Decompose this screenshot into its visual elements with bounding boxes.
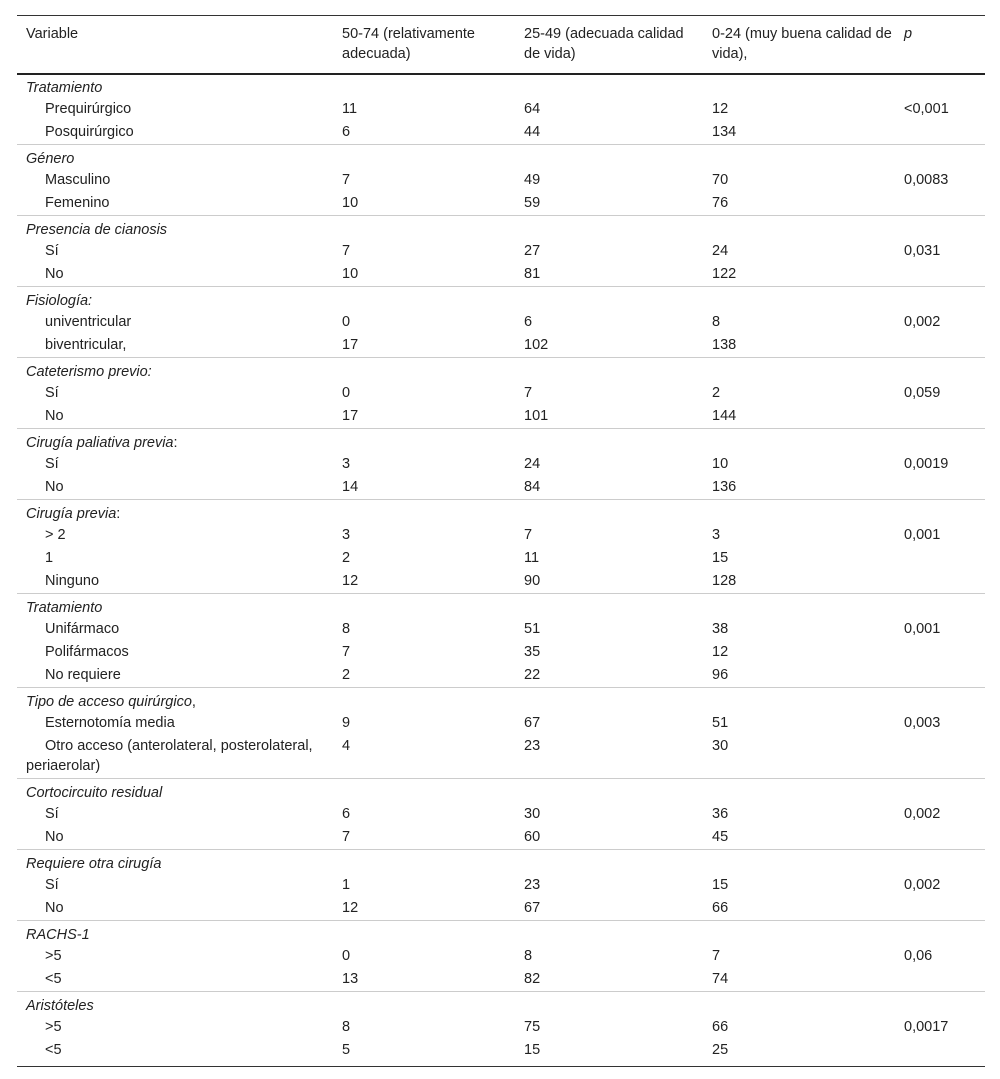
table-row xyxy=(17,263,985,287)
cell-0-24: 136 xyxy=(712,479,737,495)
header-col-50-74: 50-74 (relativamente adecuada) xyxy=(333,16,515,75)
table-row xyxy=(17,968,985,992)
group-title xyxy=(17,850,985,875)
row-label: No xyxy=(45,829,64,845)
cell-25-49: 27 xyxy=(524,243,541,259)
cell-p-value xyxy=(895,476,985,500)
table-row xyxy=(17,453,985,476)
group-title xyxy=(17,992,985,1017)
cell-p-value: 0,0017 xyxy=(904,1019,949,1035)
cell-25-49: 101 xyxy=(524,408,549,424)
cell-0-24: 15 xyxy=(712,877,729,893)
cell-0-24: 36 xyxy=(712,806,729,822)
row-label: No requiere xyxy=(45,667,121,683)
cell-50-74: 7 xyxy=(342,172,351,188)
cell-25-49: 81 xyxy=(524,266,541,282)
cell-0-24: 24 xyxy=(712,243,729,259)
cell-0-24: 15 xyxy=(712,550,729,566)
cell-50-74: 3 xyxy=(342,456,351,472)
row-label: Posquirúrgico xyxy=(45,124,134,140)
cell-p-value: 0,003 xyxy=(904,715,941,731)
cell-25-49: 30 xyxy=(524,806,541,822)
row-label: Unifármaco xyxy=(45,621,120,637)
cell-0-24: 144 xyxy=(712,408,737,424)
cell-0-24: 66 xyxy=(712,900,729,916)
group-title xyxy=(17,358,985,383)
cell-0-24: 66 xyxy=(712,1019,729,1035)
table-header xyxy=(17,16,985,75)
cell-p-value xyxy=(895,641,985,664)
cell-p-value: 0,0019 xyxy=(904,456,949,472)
group-title xyxy=(17,429,985,454)
cell-25-49: 84 xyxy=(524,479,541,495)
cell-p-value: 0,002 xyxy=(904,806,941,822)
table-row xyxy=(17,641,985,664)
cell-50-74: 12 xyxy=(342,573,359,589)
table-row xyxy=(17,570,985,594)
table-row xyxy=(17,311,985,334)
table-row xyxy=(17,897,985,921)
table-row xyxy=(17,1039,985,1067)
group-title-text: Tratamiento xyxy=(26,600,103,616)
cell-p-value: 0,031 xyxy=(904,243,941,259)
group-title-text: Aristóteles xyxy=(26,998,94,1014)
row-label: >5 xyxy=(45,1019,62,1035)
cell-0-24: 76 xyxy=(712,195,729,211)
cell-25-49: 44 xyxy=(524,124,541,140)
group-row xyxy=(17,216,985,241)
cell-p-value xyxy=(895,968,985,992)
cell-0-24: 2 xyxy=(712,385,721,401)
group-title-text: RACHS-1 xyxy=(26,927,90,943)
group-row xyxy=(17,688,985,713)
cell-0-24: 30 xyxy=(712,738,729,754)
cell-50-74: 11 xyxy=(342,101,358,117)
cell-50-74: 14 xyxy=(342,479,359,495)
group-title xyxy=(17,688,985,713)
cell-p-value xyxy=(895,547,985,570)
group-title-text: Requiere otra cirugía xyxy=(26,856,162,872)
row-label: Sí xyxy=(45,243,59,259)
table-row xyxy=(17,803,985,826)
table-row xyxy=(17,874,985,897)
table-row xyxy=(17,735,985,779)
table-row xyxy=(17,712,985,735)
cell-0-24: 138 xyxy=(712,337,737,353)
cell-25-49: 60 xyxy=(524,829,541,845)
table-row xyxy=(17,240,985,263)
row-label: 1 xyxy=(45,550,54,566)
row-label: No xyxy=(45,479,64,495)
cell-p-value: 0,06 xyxy=(904,948,933,964)
cell-p-value: 0,0083 xyxy=(904,172,949,188)
cell-p-value xyxy=(895,405,985,429)
table-row xyxy=(17,547,985,570)
cell-25-49: 7 xyxy=(524,385,533,401)
cell-50-74: 10 xyxy=(342,266,359,282)
row-label: biventricular, xyxy=(45,337,127,353)
cell-50-74: 9 xyxy=(342,715,351,731)
cell-25-49: 24 xyxy=(524,456,541,472)
cell-50-74: 4 xyxy=(342,738,351,754)
cell-0-24: 38 xyxy=(712,621,729,637)
row-label: No xyxy=(45,900,64,916)
cell-50-74: 13 xyxy=(342,971,359,987)
group-title-text: Tratamiento xyxy=(26,80,103,96)
row-label: univentricular xyxy=(45,314,132,330)
cell-p-value: 0,001 xyxy=(904,621,941,637)
cell-p-value: 0,002 xyxy=(904,877,941,893)
group-row xyxy=(17,850,985,875)
cell-0-24: 7 xyxy=(712,948,721,964)
group-row xyxy=(17,594,985,619)
group-row xyxy=(17,287,985,312)
cell-50-74: 10 xyxy=(342,195,359,211)
cell-p-value xyxy=(895,664,985,688)
cell-50-74: 6 xyxy=(342,806,351,822)
data-table xyxy=(17,15,985,1067)
cell-0-24: 45 xyxy=(712,829,729,845)
cell-25-49: 35 xyxy=(524,644,541,660)
group-row xyxy=(17,992,985,1017)
cell-0-24: 12 xyxy=(712,644,729,660)
group-row xyxy=(17,921,985,946)
cell-50-74: 0 xyxy=(342,948,351,964)
group-title-text: Cirugía previa xyxy=(26,506,117,522)
table-row xyxy=(17,382,985,405)
cell-p-value: 0,002 xyxy=(904,314,941,330)
row-label: <5 xyxy=(45,971,62,987)
cell-0-24: 51 xyxy=(712,715,729,731)
group-row xyxy=(17,74,985,98)
group-title-text: Cirugía paliativa previa xyxy=(26,435,174,451)
cell-25-49: 82 xyxy=(524,971,541,987)
group-row xyxy=(17,779,985,804)
table-row xyxy=(17,334,985,358)
row-label: Esternotomía media xyxy=(45,715,175,731)
row-label: Sí xyxy=(45,806,59,822)
group-title-text: Fisiología: xyxy=(26,293,93,309)
cell-50-74: 7 xyxy=(342,829,351,845)
cell-25-49: 102 xyxy=(524,337,549,353)
cell-25-49: 11 xyxy=(524,550,540,566)
cell-p-value xyxy=(895,1039,985,1067)
cell-50-74: 7 xyxy=(342,243,351,259)
row-label: Sí xyxy=(45,456,59,472)
cell-50-74: 0 xyxy=(342,314,351,330)
cell-0-24: 25 xyxy=(703,1039,895,1067)
header-col-25-49: 25-49 (adecuada calidad de vida) xyxy=(515,16,703,75)
table-row xyxy=(17,476,985,500)
cell-p-value xyxy=(895,334,985,358)
row-label: Prequirúrgico xyxy=(45,101,132,117)
cell-p-value xyxy=(895,826,985,850)
row-label: No xyxy=(45,266,64,282)
group-title-suffix: : xyxy=(173,435,178,451)
cell-p-value xyxy=(895,263,985,287)
cell-25-49: 8 xyxy=(524,948,533,964)
cell-0-24: 12 xyxy=(712,101,729,117)
cell-25-49: 49 xyxy=(524,172,541,188)
group-title xyxy=(17,216,985,241)
group-title xyxy=(17,74,985,98)
group-title xyxy=(17,921,985,946)
row-label: Ninguno xyxy=(45,573,100,589)
cell-25-49: 51 xyxy=(524,621,541,637)
cell-50-74: 5 xyxy=(333,1039,515,1067)
cell-50-74: 12 xyxy=(342,900,359,916)
cell-0-24: 96 xyxy=(712,667,729,683)
table-row xyxy=(17,826,985,850)
cell-50-74: 17 xyxy=(342,408,359,424)
group-title xyxy=(17,145,985,170)
cell-25-49: 90 xyxy=(524,573,541,589)
cell-p-value xyxy=(895,121,985,145)
table-row xyxy=(17,618,985,641)
group-title-text: Género xyxy=(26,151,75,167)
cell-p-value: 0,059 xyxy=(904,385,941,401)
group-title-suffix: , xyxy=(191,694,196,710)
group-title xyxy=(17,779,985,804)
cell-25-49: 64 xyxy=(524,101,541,117)
cell-p-value xyxy=(895,897,985,921)
cell-0-24: 10 xyxy=(712,456,729,472)
group-title-text: Cortocircuito residual xyxy=(26,785,163,801)
cell-p-value xyxy=(895,735,985,779)
cell-0-24: 134 xyxy=(712,124,737,140)
cell-0-24: 74 xyxy=(712,971,729,987)
group-title-suffix: : xyxy=(116,506,121,522)
cell-0-24: 70 xyxy=(712,172,729,188)
cell-50-74: 3 xyxy=(342,527,351,543)
cell-25-49: 22 xyxy=(524,667,541,683)
row-label: Sí xyxy=(45,877,59,893)
cell-25-49: 6 xyxy=(524,314,533,330)
cell-50-74: 7 xyxy=(342,644,351,660)
cell-p-value xyxy=(895,192,985,216)
cell-0-24: 8 xyxy=(712,314,721,330)
cell-50-74: 2 xyxy=(342,667,351,683)
group-title xyxy=(17,500,985,525)
table-row xyxy=(17,98,985,121)
table-row xyxy=(17,192,985,216)
table-row xyxy=(17,664,985,688)
header-variable: Variable xyxy=(17,16,333,75)
cell-50-74: 0 xyxy=(342,385,351,401)
cell-50-74: 17 xyxy=(342,337,359,353)
group-row xyxy=(17,358,985,383)
cell-50-74: 8 xyxy=(342,1019,351,1035)
row-label: Otro acceso (anterolateral, posterolateral, periaerolar) xyxy=(26,738,313,774)
cell-50-74: 2 xyxy=(342,550,351,566)
row-label: Polifármacos xyxy=(45,644,129,660)
cell-50-74: 6 xyxy=(342,124,351,140)
table-row xyxy=(17,524,985,547)
header-p-value: p xyxy=(895,16,985,75)
row-label: > 2 xyxy=(45,527,66,543)
row-label: Sí xyxy=(45,385,59,401)
header-col-0-24: 0-24 (muy buena calidad de vida), xyxy=(703,16,895,75)
group-title-text: Cateterismo previo: xyxy=(26,364,152,380)
table-body xyxy=(17,74,985,1067)
group-title-text: Presencia de cianosis xyxy=(26,222,168,238)
group-title-text: Tipo de acceso quirúrgico xyxy=(26,694,192,710)
row-label: Masculino xyxy=(45,172,111,188)
group-title xyxy=(17,594,985,619)
table-row xyxy=(17,1016,985,1039)
cell-25-49: 67 xyxy=(524,715,541,731)
header-row xyxy=(17,16,985,75)
cell-p-value xyxy=(895,570,985,594)
cell-0-24: 122 xyxy=(712,266,737,282)
row-label: No xyxy=(45,408,64,424)
cell-p-value: <0,001 xyxy=(904,101,949,117)
cell-25-49: 59 xyxy=(524,195,541,211)
cell-25-49: 23 xyxy=(524,738,541,754)
row-label: Femenino xyxy=(45,195,110,211)
group-row xyxy=(17,429,985,454)
cell-25-49: 75 xyxy=(524,1019,541,1035)
cell-50-74: 8 xyxy=(342,621,351,637)
cell-0-24: 3 xyxy=(712,527,721,543)
cell-0-24: 128 xyxy=(712,573,737,589)
cell-25-49: 67 xyxy=(524,900,541,916)
cell-50-74: 1 xyxy=(342,877,351,893)
group-title xyxy=(17,287,985,312)
table-row xyxy=(17,405,985,429)
cell-25-49: 7 xyxy=(524,527,533,543)
group-row xyxy=(17,500,985,525)
cell-25-49: 15 xyxy=(515,1039,703,1067)
row-label: >5 xyxy=(45,948,62,964)
row-label: <5 xyxy=(17,1039,333,1067)
table-row xyxy=(17,169,985,192)
group-row xyxy=(17,145,985,170)
cell-25-49: 23 xyxy=(524,877,541,893)
table-row xyxy=(17,945,985,968)
cell-p-value: 0,001 xyxy=(904,527,941,543)
table-row xyxy=(17,121,985,145)
